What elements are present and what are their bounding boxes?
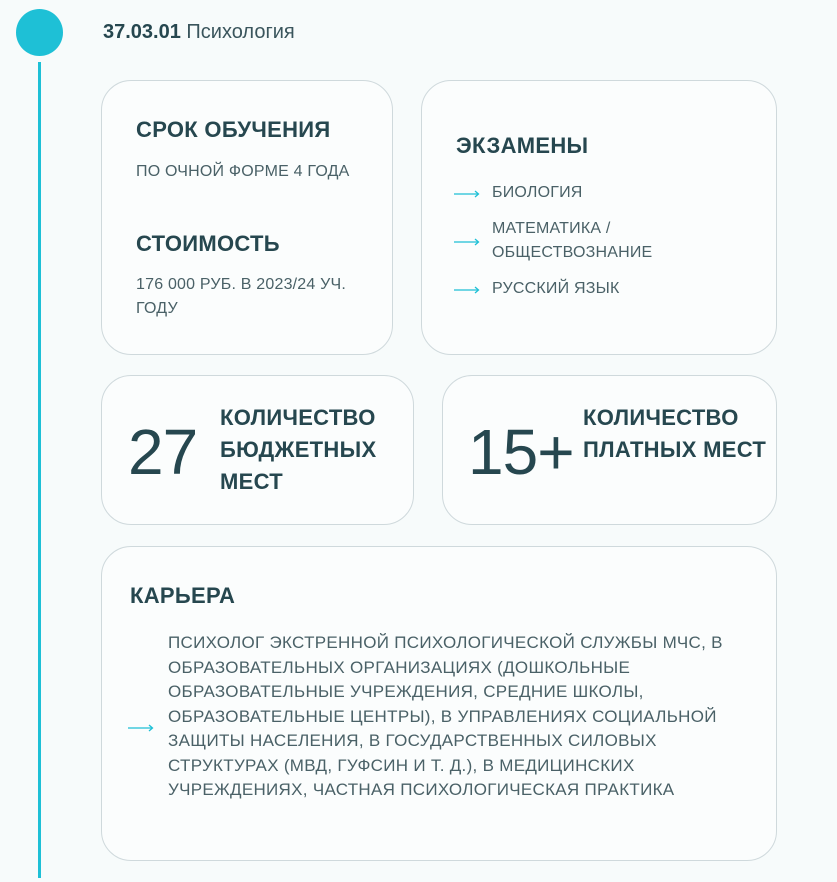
timeline-dot-icon	[16, 9, 63, 56]
program-name: Психология	[186, 21, 295, 43]
program-heading	[103, 20, 295, 44]
duration-value: ПО ОЧНОЙ ФОРМЕ 4 ГОДА	[136, 163, 350, 180]
duration-title: СРОК ОБУЧЕНИЯ	[136, 117, 331, 142]
list-item	[454, 217, 732, 265]
exam-label: РУССКИЙ ЯЗЫК	[492, 280, 620, 297]
career-description: ПСИХОЛОГ ЭКСТРЕННОЙ ПСИХОЛОГИЧЕСКОЙ СЛУЖБЫ МЧС, В ОБРАЗОВАТЕЛЬНЫХ ОРГАНИЗАЦИЯХ (ДОШКОЛЬНЫЕ ОБРАЗОВАТЕЛЬНЫЕ УЧРЕЖДЕНИЯ, СРЕДНИЕ ШКОЛЫ, ОБРАЗОВАТЕЛЬНЫЕ ЦЕНТРЫ), В УПРАВЛЕНИЯХ СОЦИАЛЬНОЙ ЗАЩИТЫ НАСЕЛЕНИЯ, В ГОСУДАРСТВЕННЫХ СИЛОВЫХ СТРУКТУРАХ (МВД, ГУФСИН И Т. Д.), В МЕДИЦИНСКИХ УЧРЕЖДЕНИЯХ, ЧАСТНАЯ ПСИХОЛОГИЧЕСКАЯ ПРАКТИКА	[168, 633, 723, 799]
paid-places-label: КОЛИЧЕСТВО ПЛАТНЫХ МЕСТ	[583, 405, 767, 462]
budget-places-card	[101, 375, 414, 525]
budget-places-count: 27	[128, 416, 198, 488]
arrow-right-icon	[454, 185, 480, 201]
paid-places-count: 15+	[468, 416, 574, 488]
paid-places-card	[442, 375, 777, 525]
exam-label: БИОЛОГИЯ	[492, 184, 583, 201]
list-item	[454, 181, 732, 205]
arrow-right-icon	[128, 719, 154, 735]
career-card	[101, 546, 777, 861]
budget-places-label: КОЛИЧЕСТВО БЮДЖЕТНЫХ МЕСТ	[220, 405, 377, 494]
cost-title: СТОИМОСТЬ	[136, 231, 280, 256]
exams-list	[454, 181, 732, 313]
cost-value: 176 000 РУБ. В 2023/24 УЧ. ГОДУ	[136, 276, 347, 317]
career-title: КАРЬЕРА	[130, 583, 236, 608]
timeline-line	[38, 62, 41, 878]
exams-title: ЭКЗАМЕНЫ	[456, 133, 589, 158]
arrow-right-icon	[454, 233, 480, 249]
exam-label: МАТЕМАТИКА / ОБЩЕСТВОЗНАНИЕ	[492, 220, 653, 261]
exams-card	[421, 80, 777, 355]
duration-card	[101, 80, 393, 355]
program-code: 37.03.01	[103, 21, 181, 43]
arrow-right-icon	[454, 281, 480, 297]
list-item	[454, 277, 732, 301]
